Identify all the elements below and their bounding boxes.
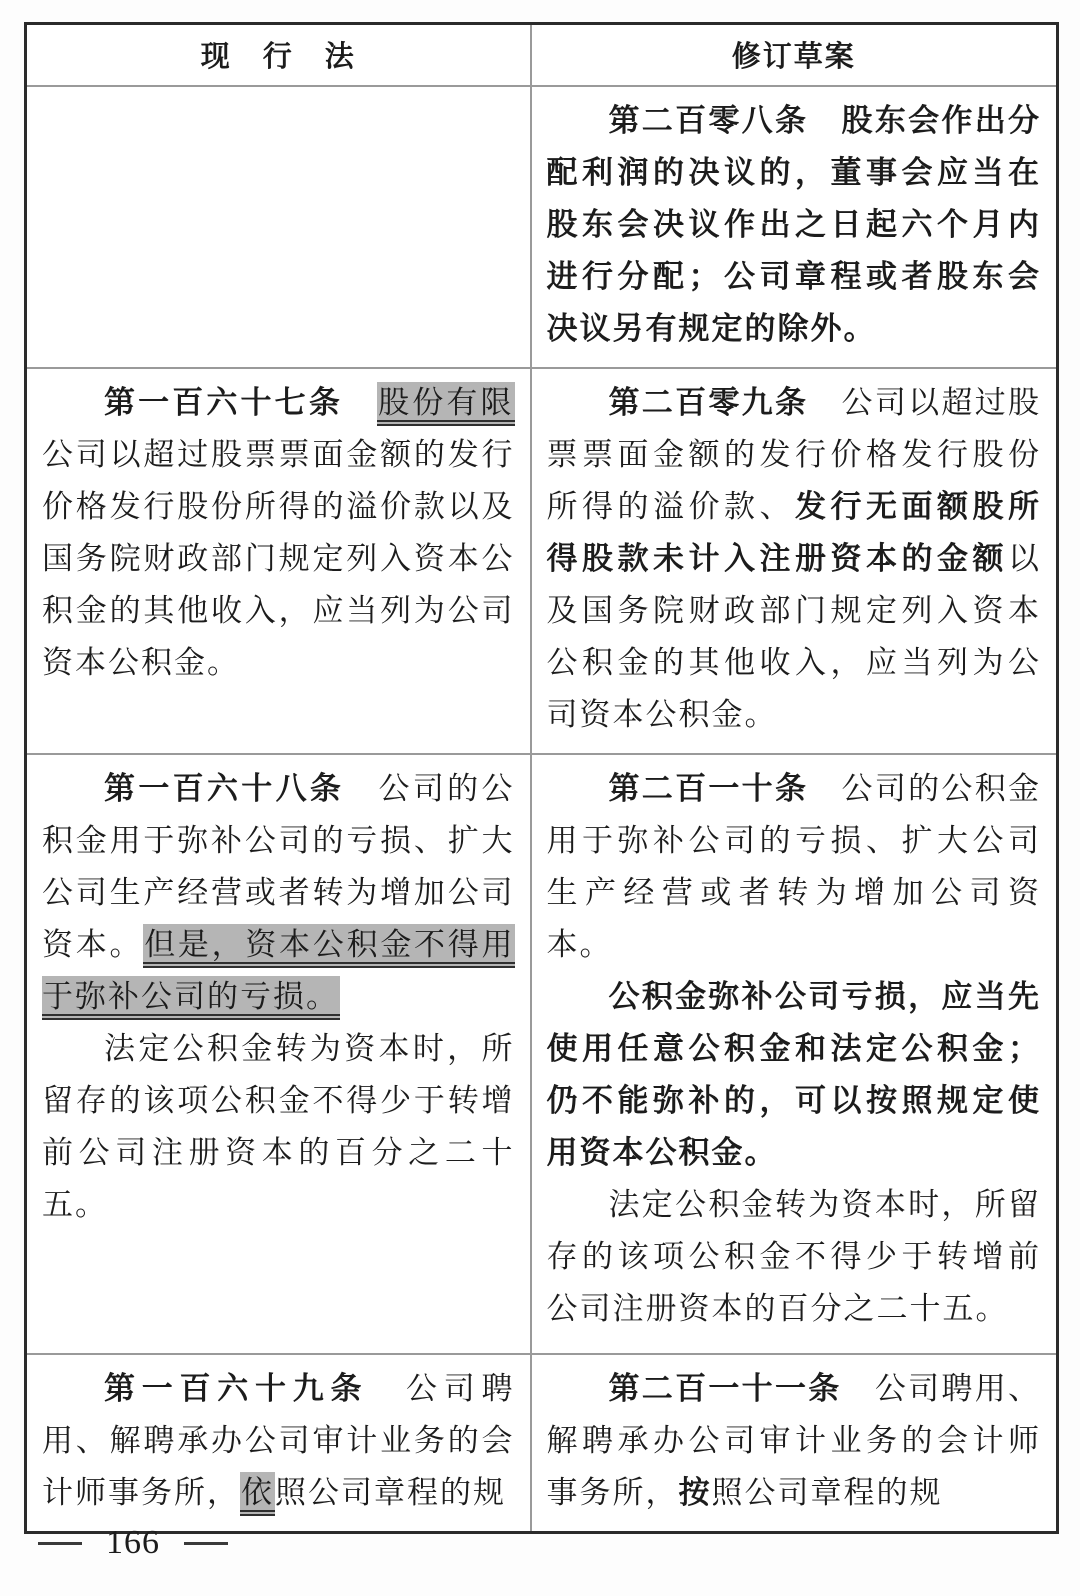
- bold-text: 第二百零九条: [608, 384, 842, 420]
- page-number-dash: [184, 1542, 228, 1545]
- comparison-table: [24, 22, 1059, 1534]
- cell-current-law: [26, 754, 531, 1354]
- bold-text: 股东会作出分配利润的决议的，董事会应当在股东会决议作出之日起六个月内进行分配；公司章程或者股东会决议另有规定的除外。: [546, 102, 1042, 346]
- cell-revision-draft: [531, 86, 1058, 368]
- page-footer: [38, 1524, 228, 1562]
- text-segment: 公司聘用、解聘承办公司审计业务的会计师事务所，: [546, 1370, 1042, 1510]
- text-segment: 公司以超过股票票面金额的发行价格发行股份所得的溢价款、: [546, 384, 1042, 524]
- paragraph: [547, 95, 1042, 355]
- cell-current-law: [26, 368, 531, 754]
- cell-revision-draft: [531, 368, 1058, 754]
- text-segment: 公司以超过股票票面金额的发行价格发行股份所得的溢价款以及国务院财政部门规定列入资本公积金的其他收入，应当列为公司资本公积金。: [42, 436, 515, 680]
- text-segment: 以及国务院财政部门规定列入资本公积金的其他收入，应当列为公司资本公积金。: [546, 540, 1041, 732]
- table-row: [26, 754, 1058, 1354]
- text-segment: 公司聘用、解聘承办公司审计业务的会计师事务所，: [42, 1370, 515, 1510]
- cell-current-law: [26, 86, 531, 368]
- header-current-law: 现 行 法: [26, 24, 531, 86]
- table-row: [26, 368, 1058, 754]
- highlighted-text: 但是，资本公积金不得用于弥补公司的亏损。: [42, 924, 515, 1020]
- page-number: 166: [106, 1524, 160, 1561]
- paragraph: [42, 377, 515, 689]
- paragraph: [547, 971, 1042, 1179]
- table-row: [26, 86, 1058, 368]
- bold-text: 发行无面额股所得股款未计入注册资本的金额: [546, 488, 1041, 576]
- bold-text: 第二百零八条: [608, 102, 842, 138]
- table-header-row: [26, 24, 1058, 86]
- paragraph: [547, 1179, 1042, 1335]
- cell-revision-draft: [531, 754, 1058, 1354]
- text-segment: 照公司章程的规: [275, 1474, 506, 1510]
- text-segment: 公司的公积金用于弥补公司的亏损、扩大公司生产经营或者转为增加公司资本。: [42, 770, 515, 962]
- comparison-table-body: [26, 86, 1058, 1533]
- paragraph: [42, 763, 515, 1023]
- bold-text: 第二百一十条: [608, 770, 842, 806]
- bold-text: 第一百六十八条: [104, 770, 379, 806]
- paragraph: [547, 763, 1042, 971]
- table-row: [26, 1354, 1058, 1533]
- page-number-dash: [38, 1542, 82, 1545]
- bold-text: 第一百六十七条: [104, 384, 378, 420]
- header-revision-draft: 修订草案: [531, 24, 1058, 86]
- text-segment: 公司的公积金用于弥补公司的亏损、扩大公司生产经营或者转为增加公司资本。: [546, 770, 1042, 962]
- cell-current-law: [26, 1354, 531, 1533]
- highlighted-text: 股份有限: [377, 382, 514, 426]
- highlighted-text: 依: [240, 1472, 275, 1516]
- paragraph: [547, 377, 1042, 741]
- bold-text: 按: [678, 1474, 712, 1510]
- text-segment: 照公司章程的规: [711, 1474, 943, 1510]
- bold-text: 第二百一十一条: [608, 1370, 875, 1406]
- paragraph: [42, 1363, 515, 1519]
- cell-revision-draft: [531, 1354, 1058, 1533]
- text-segment: 法定公积金转为资本时，所留存的该项公积金不得少于转增前公司注册资本的百分之二十五。: [546, 1186, 1041, 1326]
- text-segment: 法定公积金转为资本时，所留存的该项公积金不得少于转增前公司注册资本的百分之二十五。: [42, 1030, 515, 1222]
- paragraph: [547, 1363, 1042, 1519]
- paragraph: [42, 1023, 515, 1231]
- bold-text: 第一百六十九条: [104, 1370, 406, 1406]
- bold-text: 公积金弥补公司亏损，应当先使用任意公积金和法定公积金；仍不能弥补的，可以按照规定使用资本公积金。: [546, 978, 1041, 1170]
